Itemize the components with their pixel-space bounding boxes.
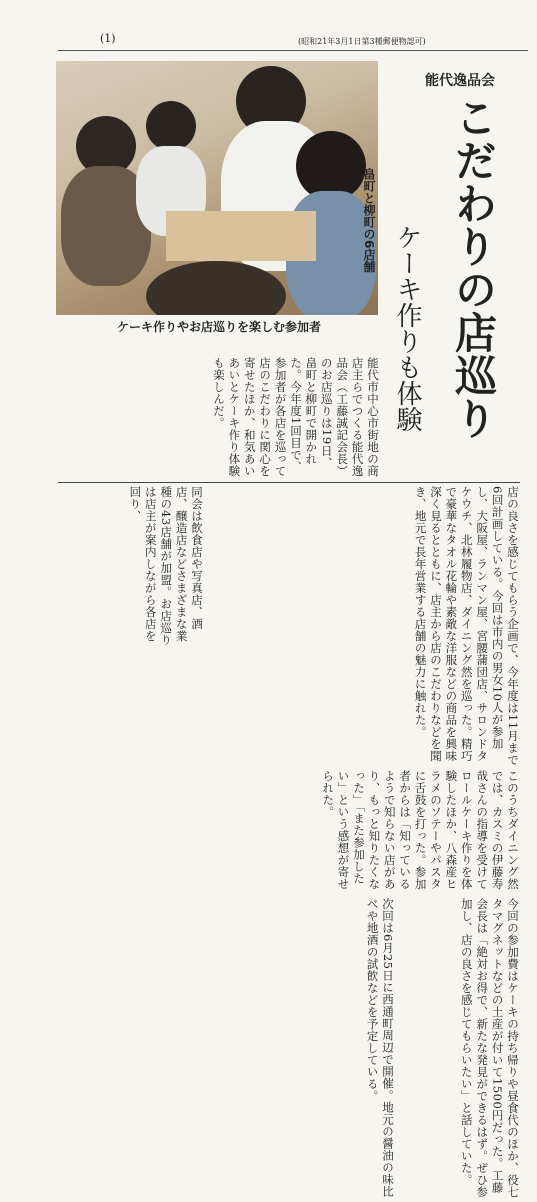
organization-name: 能代逸品会 (425, 73, 495, 89)
header-rule (58, 50, 528, 51)
kicker: 畠町と柳町の6店舗 (362, 168, 376, 273)
article-photo (56, 61, 378, 315)
subheadline: ケーキ作りも体験 (392, 224, 422, 432)
body-text-4: このうちダイニング然では、カスミの伊藤寿哉さんの指導を受けてロールケーキ作りを体験したほか、八森産ヒラメのソテーやパスタに舌鼓を打った。参加者からは「知っているようで知らない店があり、もっと知りたくなった」「また参加したい」という感想が寄せられた。 (321, 770, 520, 890)
headline: こだわりの店巡り (449, 96, 498, 440)
column-divider (58, 482, 520, 483)
body-text-2: 同会は飲食店や写真店、酒店、醸造店などさまざまな業種の43店舗が加盟。お店巡りは店主が案内しながら各店を回り、 (128, 486, 204, 646)
body-text-5: 今回の参加費はケーキの持ち帰りや昼食代のほか、役七タマグネットなどの土産が付いて1500円だった。工藤会長は「絶対お得で、新たな発見ができるはず。ぜひ参加し、店の良さを感じてもらいたい」と話していた。 (459, 898, 520, 1198)
photo-caption: ケーキ作りやお店巡りを楽しむ参加者 (116, 320, 321, 334)
page-number: (1) (100, 32, 116, 45)
body-text-1: 能代市中心市街地の商店主らでつくる能代逸品会（工藤誠記会長）のお店巡りは19日、畠町と柳町で開かれた。今年度1回目で、参加者が各店を巡って店のこだわりに関心を寄せたほか、和気あいあいとケーキ作り体験も楽しんだ。 (211, 357, 380, 477)
body-text-6: 次回は6月25日に西通町周辺で開催。地元の醤油の味比べや地酒の試飲などを予定している。 (365, 898, 395, 1198)
body-text-3: 店の良さを感じてもらう企画で、今年度は11月まで6回計画している。今回は市内の男女10人が参加し、大阪屋、ランマン屋、宮腰蒲団店、サロンドタケウチ、北林履物店、ダイニング然を巡った。精巧で豪華なタオル花輪や素敵な洋服などの商品を興味深く見るとともに、店主から店のこだわりなどを聞き、地元で長年営業する店舗の魅力に触れた。 (413, 486, 520, 766)
postal-registration-note: (昭和21年3月1日第3種郵便物認可) (298, 37, 426, 46)
